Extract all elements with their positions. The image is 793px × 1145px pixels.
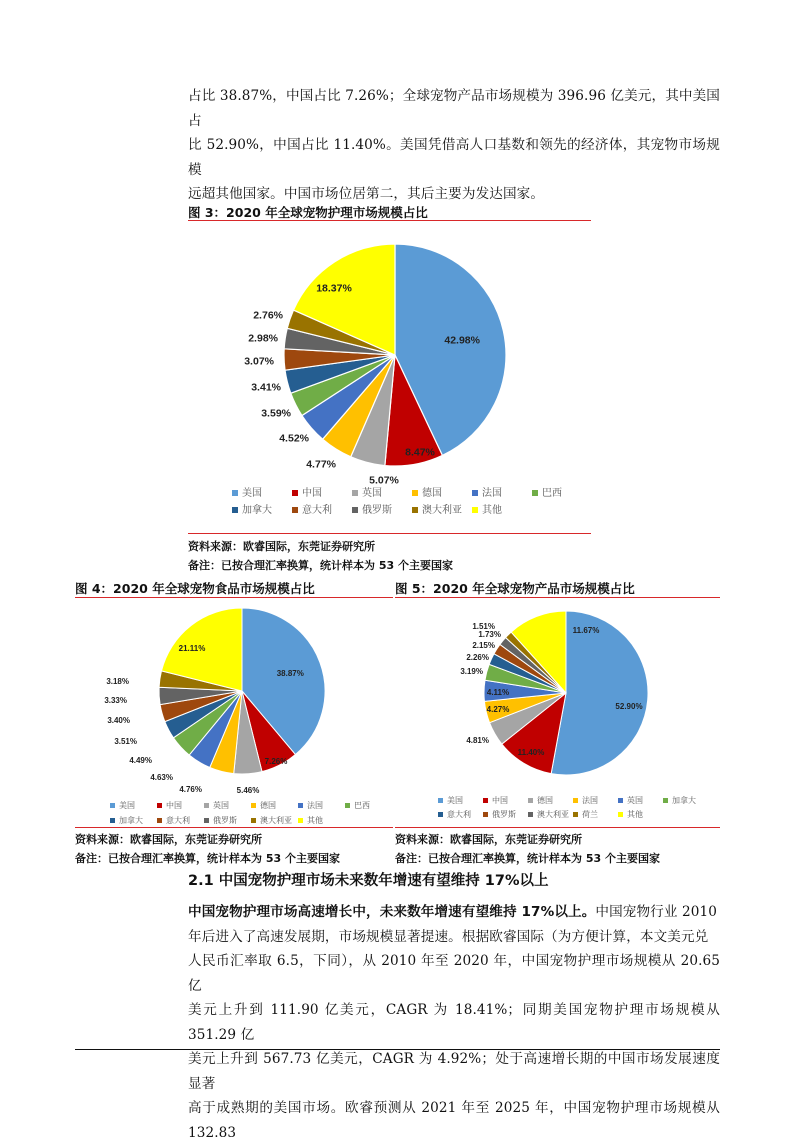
fig3-data-label-1: 8.47% [405,446,435,459]
fig4-legend-label-6: 加拿大 [119,816,143,825]
fig4-caption: 图 4：2020 年全球宠物食品市场规模占比 [75,581,315,596]
fig3-legend-label-1: 中国 [302,488,322,499]
fig4-legend-swatch-0 [110,803,115,808]
fig5-bottom-rule [395,827,720,828]
body-lead: 中国宠物护理市场高速增长中，未来数年增速有望维持 17%以上。 [188,904,596,920]
fig3-legend-label-5: 巴西 [542,488,562,499]
fig4-legend-swatch-4 [298,803,303,808]
fig5-legend-swatch-1 [483,798,488,803]
fig3-legend-swatch-1 [292,490,298,496]
fig5-legend-label-1: 中国 [492,796,508,805]
fig5-legend-swatch-7 [483,812,488,817]
fig3-legend-label-7: 意大利 [302,505,332,516]
fig4-data-label-1: 7.26% [264,756,288,766]
fig5-legend-swatch-5 [663,798,668,803]
page-bottom-rule [75,1049,720,1050]
fig3-legend-swatch-2 [352,490,358,496]
fig4-legend-label-7: 意大利 [166,816,190,825]
fig3-data-label-3: 4.77% [306,458,336,471]
fig5-data-label-9: 1.51% [472,621,495,631]
fig4-legend-label-10: 其他 [307,816,323,825]
fig4-bottom-rule [75,827,393,828]
fig3-note: 备注：已按合理汇率换算，统计样本为 53 个主要国家 [188,559,453,572]
fig4-data-label-4: 4.63% [150,772,173,782]
fig3-data-label-9: 2.76% [253,309,283,322]
fig4-legend-label-3: 德国 [260,801,276,810]
fig5-pie-chart [405,602,713,824]
fig5-legend-swatch-2 [528,798,533,803]
fig3-legend-swatch-5 [532,490,538,496]
fig4-legend-label-9: 澳大利亚 [260,816,292,825]
fig5-legend-swatch-4 [618,798,623,803]
intro-paragraph [188,84,720,207]
fig5-legend-label-8: 澳大利亚 [537,810,569,819]
fig3-bottom-rule [188,533,591,534]
fig5-legend-label-6: 意大利 [447,810,471,819]
fig3-data-label-4: 4.52% [279,432,309,445]
fig4-legend-swatch-9 [251,818,256,823]
fig4-data-label-2: 5.46% [236,785,260,795]
fig5-note: 备注：已按合理汇率换算，统计样本为 53 个主要国家 [395,852,660,865]
fig3-data-label-7: 3.07% [244,355,274,368]
fig4-data-label-10: 21.11% [178,643,206,653]
fig3-legend-swatch-9 [412,507,418,513]
body-line-4: 美元上升到 111.90 亿美元，CAGR 为 18.41%；同期美国宠物护理市场规模从 351.29 亿 [188,1002,720,1043]
fig4-data-label-8: 3.33% [104,695,127,705]
fig5-legend-label-4: 英国 [627,796,643,805]
fig3-legend-label-3: 德国 [422,488,442,499]
fig4-source: 资料来源：欧睿国际，东莞证券研究所 [75,833,262,846]
fig5-legend-label-10: 其他 [627,810,643,819]
fig3-data-label-5: 3.59% [261,407,291,420]
fig5-legend-swatch-0 [438,798,443,803]
fig4-legend-swatch-6 [110,818,115,823]
fig3-data-label-10: 18.37% [316,282,352,295]
fig3-legend-swatch-8 [352,507,358,513]
body-paragraph [188,900,720,1145]
fig4-legend-label-5: 巴西 [354,801,370,810]
fig4-legend-swatch-3 [251,803,256,808]
fig3-data-label-8: 2.98% [248,332,278,345]
fig3-legend-label-9: 澳大利亚 [422,505,462,516]
fig4-data-label-3: 4.76% [179,784,202,794]
fig4-top-rule [75,597,393,598]
fig3-legend-label-10: 其他 [482,505,502,516]
fig5-data-label-0: 52.90% [615,701,643,711]
fig5-legend-swatch-6 [438,812,443,817]
fig3-source: 资料来源：欧睿国际，东莞证券研究所 [188,540,375,553]
fig4-note: 备注：已按合理汇率换算，统计样本为 53 个主要国家 [75,852,340,865]
fig3-legend-label-0: 美国 [242,488,262,499]
fig4-data-label-5: 4.49% [129,755,152,765]
fig5-data-label-7: 2.15% [472,640,495,650]
fig4-legend-swatch-7 [157,818,162,823]
fig3-data-label-6: 3.41% [251,381,281,394]
section-title: 2.1 中国宠物护理市场未来数年增速有望维持 17%以上 [188,873,549,889]
fig4-data-label-9: 3.18% [106,676,129,686]
fig3-legend-swatch-4 [472,490,478,496]
fig5-legend-label-2: 德国 [537,796,553,805]
fig4-legend-swatch-10 [298,818,303,823]
fig3-legend-swatch-6 [232,507,238,513]
body-line-2: 年后进入了高速发展期，市场规模显著提速。根据欧睿国际（为方便计算，本文美元兑 [188,928,709,945]
fig5-data-label-4: 4.11% [486,687,510,697]
fig4-data-label-7: 3.40% [107,715,130,725]
fig4-legend-label-8: 俄罗斯 [213,816,237,825]
fig4-pie-chart [75,600,393,826]
fig3-legend-label-6: 加拿大 [242,505,272,516]
fig3-legend-swatch-7 [292,507,298,513]
intro-line-3: 远超其他国家。中国市场位居第二，其后主要为发达国家。 [188,186,545,202]
fig3-legend-label-8: 俄罗斯 [362,505,392,516]
body-line-1-rest: 中国宠物行业 2010 [595,904,717,920]
body-line-5: 美元上升到 567.73 亿美元，CAGR 为 4.92%；处于高速增长期的中国市场发展速度显著 [188,1051,720,1092]
fig3-legend-swatch-0 [232,490,238,496]
fig5-data-label-10: 11.67% [572,625,600,635]
fig4-data-label-0: 38.87% [276,669,304,679]
fig4-legend-swatch-5 [345,803,350,808]
fig5-data-label-3: 4.27% [486,704,510,714]
fig4-legend-swatch-1 [157,803,162,808]
intro-line-2: 比 52.90%，中国占比 11.40%。美国凭借高人口基数和领先的经济体，其宠物市场规模 [188,137,720,178]
body-line-6: 高于成熟期的美国市场。欧睿预测从 2021 年至 2025 年，中国宠物护理市场规模从 132.83 [188,1100,720,1141]
body-line-1 [188,900,720,925]
fig5-data-label-1: 11.40% [517,747,545,757]
fig5-legend-label-7: 俄罗斯 [492,810,516,819]
fig5-data-label-2: 4.81% [466,735,489,745]
fig3-caption: 图 3：2020 年全球宠物护理市场规模占比 [188,205,428,220]
fig5-source: 资料来源：欧睿国际，东莞证券研究所 [395,833,582,846]
fig3-legend-label-4: 法国 [482,488,502,499]
fig5-caption: 图 5：2020 年全球宠物产品市场规模占比 [395,581,635,596]
fig3-legend-swatch-10 [472,507,478,513]
fig5-data-label-5: 3.19% [460,666,483,676]
fig5-legend-swatch-8 [528,812,533,817]
fig3-top-rule [188,220,591,221]
fig4-legend-swatch-8 [204,818,209,823]
fig3-legend-label-2: 英国 [362,488,382,499]
fig5-top-rule [395,597,720,598]
fig4-legend-swatch-2 [204,803,209,808]
fig4-data-label-6: 3.51% [114,736,137,746]
body-line-3: 人民币汇率取 6.5，下同），从 2010 年至 2020 年，中国宠物护理市场规模从 20.65 亿 [188,953,720,994]
fig5-data-label-6: 2.26% [466,652,489,662]
fig4-legend-label-2: 英国 [213,801,229,810]
fig5-legend-label-5: 加拿大 [672,796,696,805]
fig5-legend-label-0: 美国 [447,796,463,805]
fig4-legend-label-4: 法国 [307,801,323,810]
intro-line-1: 占比 38.87%，中国占比 7.26%；全球宠物产品市场规模为 396.96 亿美元，其中美国占 [188,88,720,129]
fig4-legend-label-0: 美国 [119,801,135,810]
fig5-legend-swatch-9 [573,812,578,817]
fig4-legend-label-1: 中国 [166,801,182,810]
fig5-legend-swatch-3 [573,798,578,803]
fig3-data-label-0: 42.98% [444,334,481,347]
fig5-legend-label-9: 荷兰 [582,810,598,819]
fig5-data-label-8: 1.73% [478,629,501,639]
fig5-legend-swatch-10 [618,812,623,817]
fig3-legend-swatch-3 [412,490,418,496]
fig3-data-label-2: 5.07% [369,474,399,487]
fig5-legend-label-3: 法国 [582,796,598,805]
fig3-pie-chart [188,226,591,530]
